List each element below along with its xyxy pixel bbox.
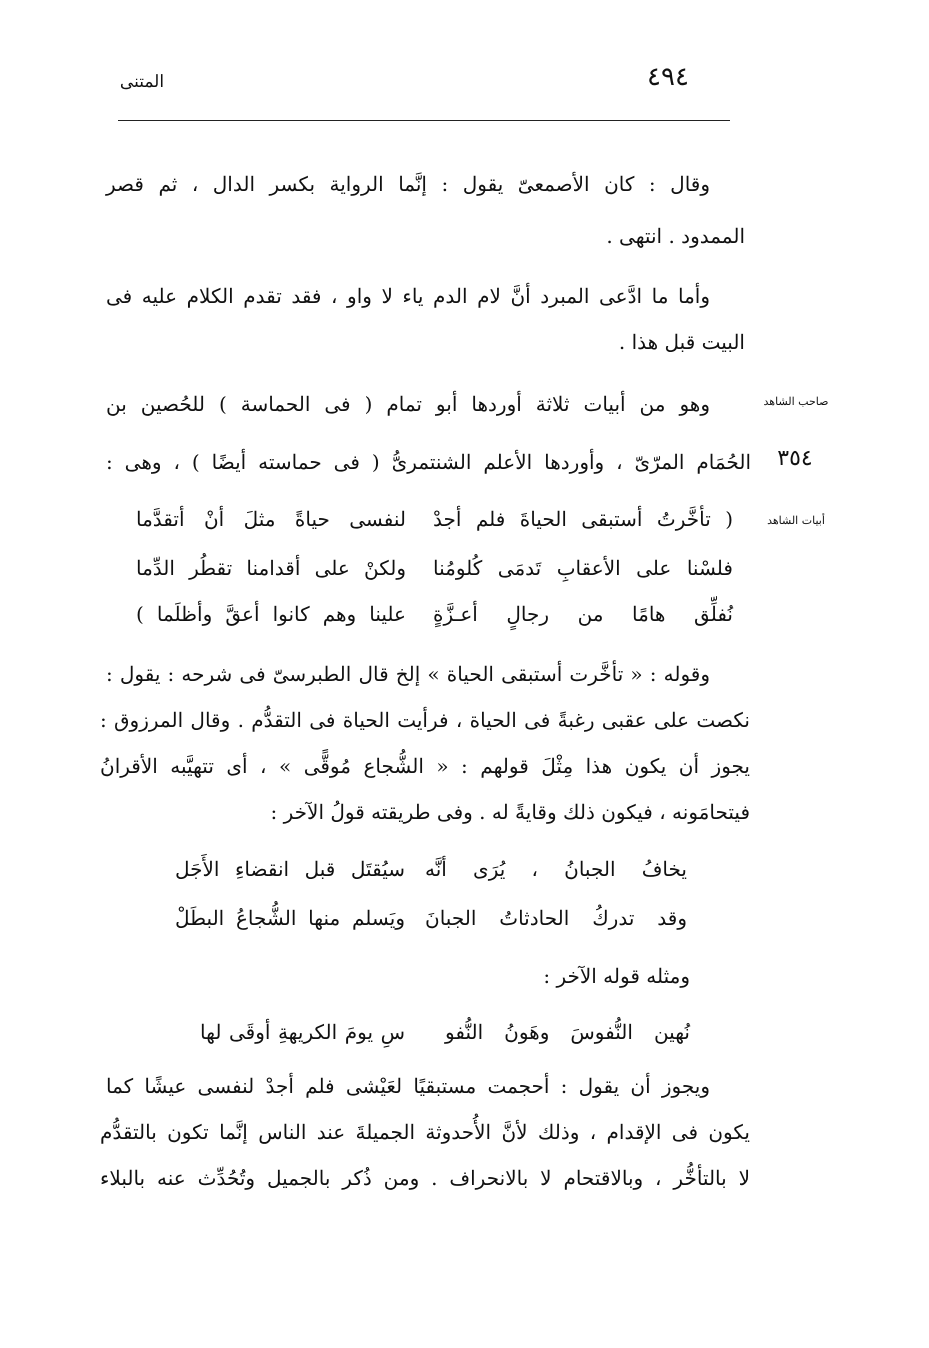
text-line: ومثله قوله الآخر : [543, 964, 690, 988]
text-line: لا بالتأخُّر ، وبالاقتحام لا بالانحراف . ومن ذُكر بالجميل وتُحُدِّث عنه بالبلاء [100, 1166, 750, 1190]
text-line: وقال : كان الأصمعىّ يقول : إنَّما الرواية بكسر الدال ، ثم قصر [106, 172, 710, 196]
text-line: ويجوز أن يقول : أحجمت مستبقيًا لعَيْشى فلم أجدْ لنفسى عيشًا كما [106, 1074, 710, 1098]
text-line: فيتحامَونه ، فيكون ذلك وقايةً له . وفى طريقته قولُ الآخر : [270, 800, 750, 824]
verse-hemistich-first: نُهين النُّفوسَ وهَونُ النُّفو [445, 1020, 690, 1044]
text-line: وقوله : « تأخَّرت أستبقى الحياة » إلخ قال الطبرسىّ فى شرحه : يقول : [106, 662, 710, 686]
verse-hemistich-first: نُفلِّق هامًا من رجالٍ أعـزَّةٍ [433, 602, 733, 626]
verse-hemistich-second: ولكنْ على أقدامنا تقطُر الدِّما [136, 556, 406, 580]
text-line: نكصت على عقبى رغبةً فى الحياة ، فرأيت الحياة فى التقدُّم . وقال المرزوق : [100, 708, 750, 732]
text-line: وهو من أبيات ثلاثة أوردها أبو تمام ( فى الحماسة ) للحُصين بن [106, 392, 710, 416]
page-number: ٤٩٤ [647, 62, 689, 92]
margin-note-abyat: أبيات الشاهد [767, 514, 825, 527]
header-rule [118, 120, 730, 121]
verse-hemistich-first: يخافُ الجبانُ ، يُرَى أنَّه [425, 857, 687, 881]
verse-hemistich-second: ويَسلم منها الشُّجاعُ البطَلْ [175, 906, 405, 930]
text-line: الحُمَام المرّىّ ، وأوردها الأعلم الشنتمرىُّ ( فى حماسته أيضًا ) ، وهى : [106, 450, 751, 474]
text-line: الممدود . انتهى . [606, 224, 745, 248]
margin-note-sahib: صاحب الشاهد [763, 395, 829, 408]
verse-hemistich-second: سيُقتَل قبل انقضاءِ الأَجَل [175, 857, 405, 881]
text-line: يكون فى الإقدام ، وذلك لأنَّ الأُحدوثة الجميلةَ عند الناس إنَّما تكون بالتقدُّم [100, 1120, 750, 1144]
text-line: يجوز أن يكون هذا مِثْلَ قولهم : « الشُّجاع مُوقًّى » ، أى تتهيَّبه الأقرانُ [100, 754, 750, 778]
text-line: البيت قبل هذا . [618, 330, 745, 354]
text-line: وأما ما ادَّعى المبرد أنَّ لام الدم ياء لا واو ، فقد تقدم الكلام عليه فى [106, 284, 710, 308]
verse-hemistich-second: لنفسى حياةً مثلَ أنْ أتقدَّما [136, 507, 406, 531]
verse-hemistich-second: سِ يومَ الكريهةِ أوقَى لها [200, 1020, 405, 1044]
verse-hemistich-second: علينا وهم كانوا أعقَّ وأظلَما ) [136, 602, 406, 626]
running-title: المتنى [119, 72, 165, 92]
margin-number: ٣٥٤ [777, 446, 813, 471]
verse-hemistich-first: ( تأخَّرتُ أستبقى الحياةَ فلم أجدْ [433, 507, 733, 531]
verse-hemistich-first: وقد تدركُ الحادثاتُ الجبانَ [425, 906, 687, 930]
verse-hemistich-first: فلسْنا على الأعقابِ تَدمَى كُلومُنا [433, 556, 733, 580]
